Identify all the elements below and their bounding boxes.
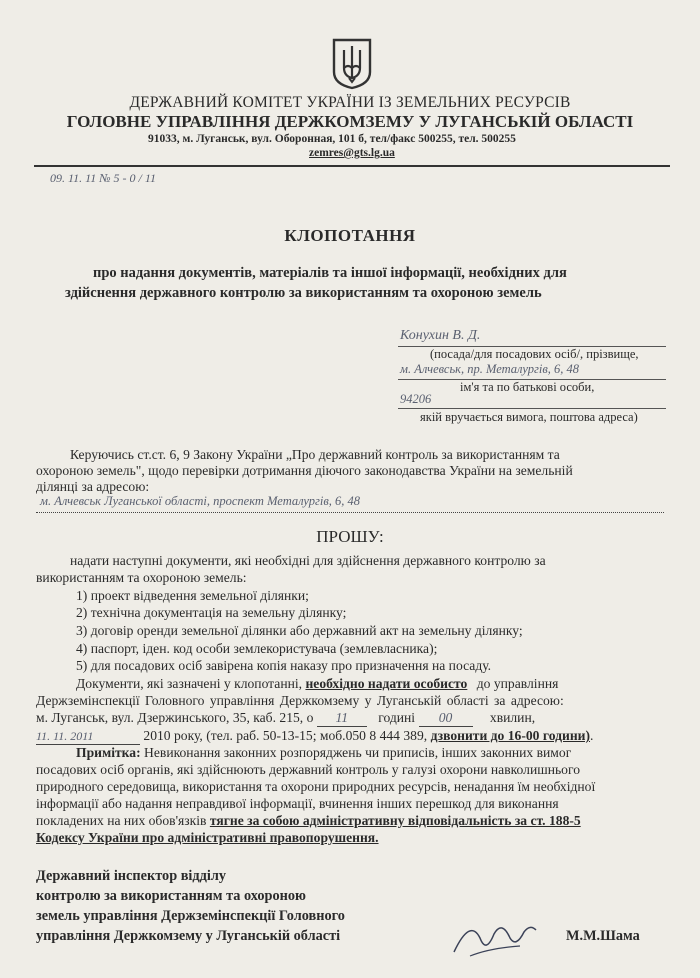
docs-line-1 xyxy=(76,676,558,692)
header-address: 91033, м. Луганськ, вул. Оборонная, 101 б, тел/факс 500255, тел. 500255 xyxy=(148,133,516,145)
docs-line-1-start: Документи, які зазначені у клопотанні, xyxy=(76,676,303,691)
recipient-caption-1: (посада/для посадових осіб/, прізвище, xyxy=(430,347,639,361)
intro-line-3: ділянці за адресою: xyxy=(36,479,150,494)
docs-emphasis: необхідно надати особисто xyxy=(305,676,468,691)
request-line-2: використанням та охороною земель: xyxy=(36,570,247,585)
note-line-1-text: Невиконання законних розпоряджень чи приписів, інших законних вимог xyxy=(144,745,572,760)
docs-call-time: дзвонити до 16-00 години) xyxy=(430,728,591,743)
recipient-name: Конухин В. Д. xyxy=(400,328,481,343)
header-email: zemres@gts.lg.ua xyxy=(309,147,395,159)
docs-line-4-end: . xyxy=(590,728,594,743)
intro-line-2: охороною земель", щодо перевірки дотримання діючого законодавства України на земельній xyxy=(36,463,573,478)
docs-date: 11. 11. 2011 xyxy=(36,729,140,745)
committee-name: ДЕРЖАВНИЙ КОМІТЕТ УКРАЇНИ ІЗ ЗЕМЕЛЬНИХ РЕСУРСІВ xyxy=(129,94,571,111)
department-name: ГОЛОВНЕ УПРАВЛІННЯ ДЕРЖКОМЗЕМУ У ЛУГАНСЬКІЙ ОБЛАСТІ xyxy=(66,112,634,131)
subtitle-line-2: здійснення державного контролю за використанням та охороною земель xyxy=(65,285,542,301)
intro-line-1: Керуючись ст.ст. 6, 9 Закону України „Про державний контроль за використанням та xyxy=(70,447,560,462)
docs-line-4 xyxy=(36,728,593,745)
signature-line-3: земель управління Держземінспекції Головного xyxy=(36,908,345,924)
note-line-6: Кодексу України про адміністративні правопорушення. xyxy=(36,830,379,845)
list-item: 3) договір оренди земельної ділянки або державний акт на земельну ділянку; xyxy=(76,623,523,638)
docs-line-4-start: 2010 року, (тел. раб. 50-13-15; моб.050 8 444 389, xyxy=(143,728,428,743)
recipient-caption-3: якій вручається вимога, поштова адреса) xyxy=(420,410,638,424)
request-line-1: надати наступні документи, які необхідні для здійснення державного контролю за xyxy=(70,553,546,568)
docs-minutes: 00 xyxy=(419,710,473,727)
docs-line-3-start: м. Луганськ, вул. Дзержинського, 35, каб. 215, о xyxy=(36,710,314,725)
document-title: КЛОПОТАННЯ xyxy=(284,226,416,245)
note-line-3: природного середовища, використання та охорони природних ресурсів, ненадання їм необхідної xyxy=(36,779,596,794)
recipient-index: 94206 xyxy=(400,392,432,406)
list-item: 4) паспорт, іден. код особи землекористувача (землевласника); xyxy=(76,641,438,656)
note-liability: тягне за собою адміністративну відповідальність за ст. 188-5 xyxy=(209,813,581,828)
subtitle-line-1: про надання документів, матеріалів та іншої інформації, необхідних для xyxy=(93,265,567,281)
address-dotted-line xyxy=(36,512,664,513)
note-line-2: посадових осіб органів, які здійснюють державний контроль у галузі охорони навколишнього xyxy=(36,762,580,777)
recipient-caption-2: ім'я та по батькові особи, xyxy=(460,380,595,394)
docs-line-3 xyxy=(36,710,535,727)
registration-mark: 09. 11. 11 № 5 - 0 / 11 xyxy=(50,171,156,185)
recipient-line-3 xyxy=(398,408,666,409)
docs-line-1-end: до управління xyxy=(476,676,559,691)
note-line-5-start: покладених на них обов'язків xyxy=(36,813,207,828)
docs-minutes-label: хвилин, xyxy=(489,710,536,725)
header-divider xyxy=(34,165,670,167)
recipient-address: м. Алчевськ, пр. Металургів, 6, 48 xyxy=(400,362,579,376)
coat-of-arms-icon xyxy=(332,38,372,90)
handwritten-signature xyxy=(450,908,540,964)
signature-line-2: контролю за використанням та охороною xyxy=(36,888,306,904)
docs-hour-label: годині xyxy=(378,710,416,725)
note-line-1 xyxy=(76,745,571,761)
inspector-name: М.М.Шама xyxy=(566,928,640,944)
docs-hour: 11 xyxy=(317,710,367,727)
docs-line-2: Держземінспекції Головного управління Держкомзему у Луганській області за адресою: xyxy=(36,693,564,708)
note-line-5 xyxy=(36,813,581,829)
signature-line-1: Державний інспектор відділу xyxy=(36,868,227,884)
inspection-address: м. Алчевськ Луганської області, проспект Металургів, 6, 48 xyxy=(40,494,361,508)
list-item: 2) технічна документація на земельну ділянку; xyxy=(76,605,347,620)
signature-line-4: управління Держкомзему у Луганській області xyxy=(36,928,341,944)
request-heading: ПРОШУ: xyxy=(316,527,384,546)
list-item: 5) для посадових осіб завірена копія наказу про призначення на посаду. xyxy=(76,658,492,673)
note-label: Примітка: xyxy=(76,745,141,760)
list-item: 1) проект відведення земельної ділянки; xyxy=(76,588,309,603)
note-line-4: інформації або надання неправдивої інформації, вчинення інших перешкод для виконання xyxy=(36,796,559,811)
